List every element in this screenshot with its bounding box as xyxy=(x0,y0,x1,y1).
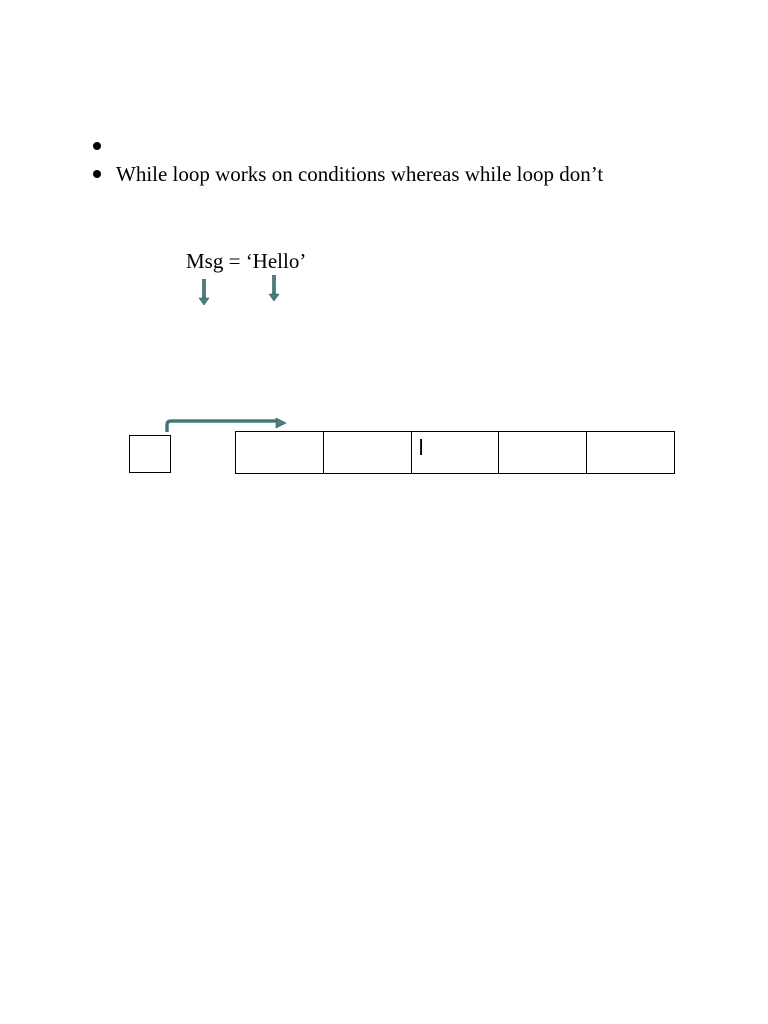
memory-cell: l xyxy=(412,432,500,473)
memory-cell xyxy=(324,432,412,473)
pointer-cell xyxy=(129,435,171,473)
bullet-text: While loop works on conditions whereas while loop don’t xyxy=(116,162,604,186)
down-arrow-icon xyxy=(199,279,209,305)
assignment-text: Msg = ‘Hello’ xyxy=(186,249,307,273)
memory-cell xyxy=(587,432,674,473)
down-arrow-icon xyxy=(269,275,279,301)
memory-cell xyxy=(236,432,324,473)
bullet-dot-icon xyxy=(93,170,101,178)
memory-cell xyxy=(499,432,587,473)
memory-cells xyxy=(235,431,675,474)
bullet-dot-icon xyxy=(93,142,101,150)
